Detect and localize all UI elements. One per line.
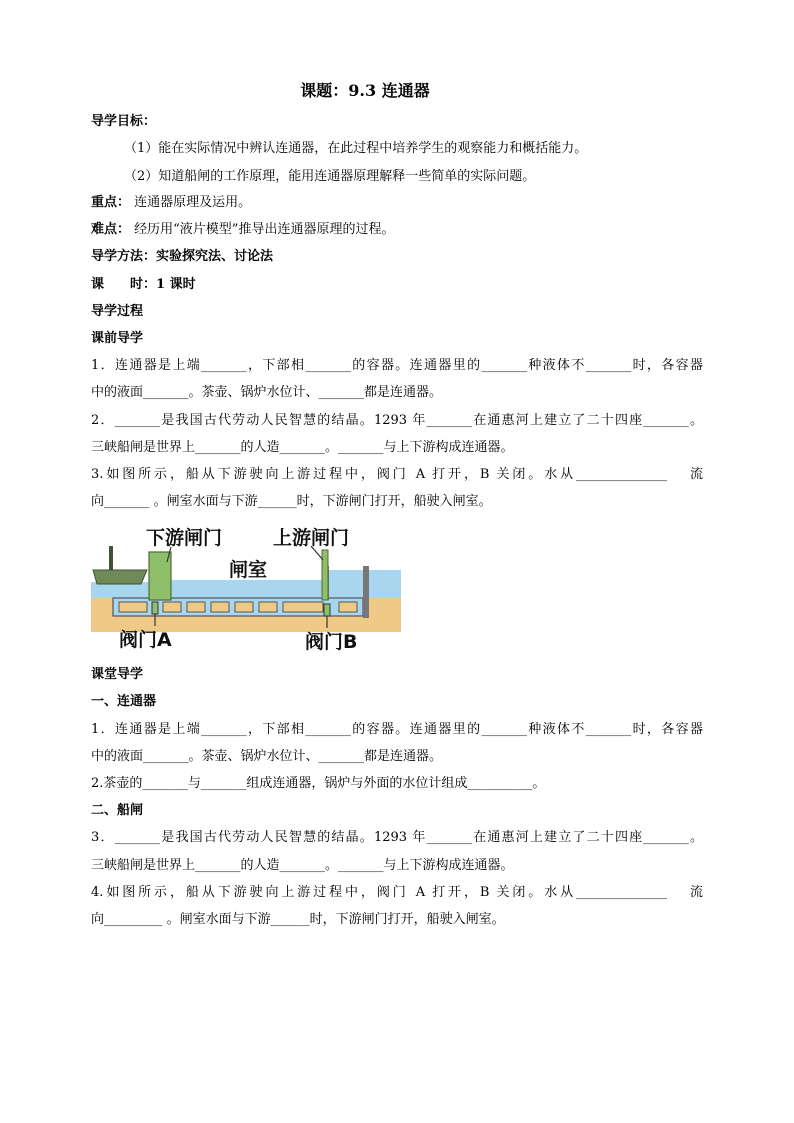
pre-q2-line1: 2．_______是我国古代劳动人民智慧的结晶。1293 年_______在通惠河上建立了二十四座_______。: [91, 413, 703, 428]
pre-q3-line1: 3.如图所示，船从下游驶向上游过程中，阀门 A 打开，B 关闭。水从______________ 流: [91, 467, 703, 482]
chamber-water: [157, 580, 327, 598]
key-point-text: 连通器原理及运用。: [134, 195, 252, 210]
goal-item-1: （1）能在实际情况中辨认连通器，在此过程中培养学生的观察能力和概括能力。: [124, 141, 588, 156]
in-q4-line1: 4.如图所示，船从下游驶向上游过程中，阀门 A 打开，B 关闭。水从______________ 流: [91, 885, 703, 900]
in-class-heading: 课堂导学: [91, 667, 144, 682]
difficulty: [91, 221, 394, 239]
in-q1-line1: 1．连通器是上端_______，下部相_______的容器。连通器里的_______种液体不_______时，各容器: [91, 722, 703, 737]
section-2-heading: 二、船闸: [91, 803, 144, 818]
pre-q2-line2: 三峡船闸是世界上_______的人造_______。_______与上下游构成连通器。: [91, 440, 514, 455]
boat-mast: [109, 546, 113, 570]
label-valve-a: 阀门A: [119, 629, 172, 651]
in-q1-line2: 中的液面_______。茶壶、锅炉水位计、_______都是连通器。: [91, 749, 443, 764]
difficulty-text: 经历用“液片模型”推导出连通器原理的过程。: [134, 222, 395, 237]
pre-q1-line2: 中的液面_______。茶壶、锅炉水位计、_______都是连通器。: [91, 385, 443, 400]
label-chamber: 闸室: [229, 559, 268, 581]
difficulty-label: 难点：: [91, 222, 131, 237]
method-text: 实验探究法、讨论法: [156, 249, 274, 264]
period-label: 课 时：: [91, 277, 157, 292]
period: [91, 276, 196, 294]
key-point: [91, 194, 251, 212]
method-label: 导学方法：: [91, 249, 157, 264]
in-q3-line2: 三峡船闸是世界上_______的人造_______。_______与上下游构成连通器。: [91, 858, 514, 873]
label-valve-b: 阀门B: [305, 631, 358, 652]
section-1-heading: 一、连通器: [91, 694, 157, 709]
process-heading: 导学过程: [91, 304, 144, 319]
period-text: 1 课时: [156, 277, 196, 292]
pre-q3-line2: 向_______ 。闸室水面与下游______时，下游闸门打开，船驶入闸室。: [91, 494, 492, 509]
label-upstream-gate: 上游闸门: [273, 527, 350, 549]
method: [91, 248, 273, 266]
upstream-gate: [322, 550, 328, 600]
page-title: 课题：9.3 连通器: [300, 81, 430, 100]
in-q4-line2: 向_________ 。闸室水面与下游______时，下游闸门打开，船驶入闸室。: [91, 912, 505, 927]
boat: [93, 570, 147, 584]
valve-a: [152, 602, 158, 614]
pre-q1-line1: 1．连通器是上端_______，下部相_______的容器。连通器里的_______种液体不_______时，各容器: [91, 358, 703, 373]
goal-item-2: （2）知道船闸的工作原理，能用连通器原理解释一些简单的实际问题。: [124, 169, 536, 184]
in-q2: 2.茶壶的_______与_______组成连通器，锅炉与外面的水位计组成__________。: [91, 776, 546, 791]
in-q3-line1: 3．_______是我国古代劳动人民智慧的结晶。1293 年_______在通惠河上建立了二十四座_______。: [91, 830, 703, 845]
goals-heading: 导学目标：: [91, 114, 157, 129]
ship-lock-diagram: [91, 522, 401, 652]
label-downstream-gate: 下游闸门: [146, 527, 223, 549]
valve-b: [324, 604, 330, 616]
pre-class-heading: 课前导学: [91, 331, 144, 346]
key-point-label: 重点：: [91, 195, 131, 210]
right-wall: [363, 566, 369, 618]
